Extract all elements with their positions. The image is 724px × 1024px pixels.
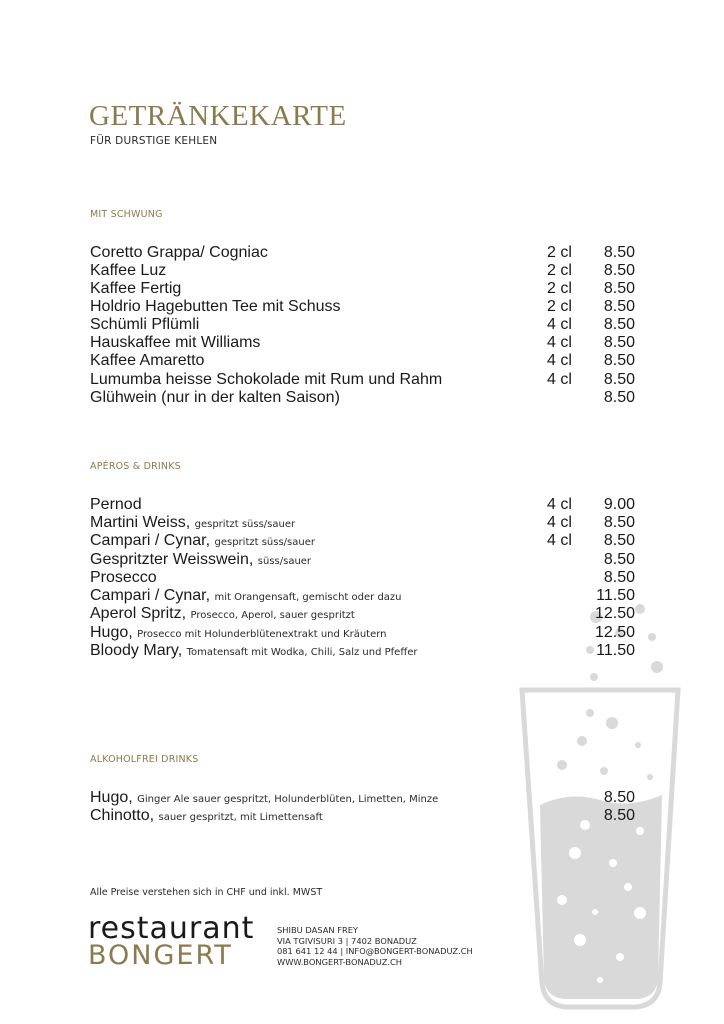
item-name: Pernod [90,496,142,513]
item-price: 8.50 [603,352,635,369]
item-name: Hugo, [90,624,133,641]
item-description: gespritzt süss/sauer [194,519,296,530]
item-price: 12.50 [594,605,635,622]
bubble [648,633,656,641]
logo-restaurant: restaurant [88,911,255,946]
item-price: 11.50 [596,587,635,604]
page-subtitle: FÜR DURSTIGE KEHLEN [90,135,218,147]
item-description: süss/sauer [257,556,312,567]
item-name: Glühwein (nur in der kalten Saison) [90,389,340,406]
page-title: GETRÄNKEKARTE [89,100,347,132]
item-volume: 4 cl [547,532,572,549]
item-price: 8.50 [603,807,635,824]
bubble [651,661,663,673]
item-description: Prosecco mit Holunderblütenextrakt und Kräutern [137,629,387,640]
item-price: 8.50 [603,789,635,806]
item-name: Lumumba heisse Schokolade mit Rum und Rahm [90,371,443,388]
item-volume: 2 cl [547,280,572,297]
item-price: 8.50 [603,244,635,261]
menu-item [90,496,640,514]
item-volume: 4 cl [547,334,572,351]
menu-item [90,514,640,532]
item-description: sauer gespritzt, mit Limettensaft [158,812,323,823]
item-name: Kaffee Luz [90,262,167,279]
item-volume: 4 cl [547,352,572,369]
item-volume: 2 cl [547,298,572,315]
item-description: Prosecco, Aperol, sauer gespritzt [190,610,355,621]
item-volume: 4 cl [547,496,572,513]
item-name: Coretto Grappa/ Cogniac [90,244,268,261]
item-price: 8.50 [603,262,635,279]
item-description: Ginger Ale sauer gespritzt, Holunderblüten, Limetten, Minze [137,794,439,805]
item-name: Schümli Pflümli [90,316,200,333]
item-volume: 4 cl [547,316,572,333]
item-price: 12.50 [594,624,635,641]
item-volume: 4 cl [547,371,572,388]
menu-item [90,587,640,605]
item-price: 9.00 [603,496,635,513]
contact-phone-email: 081 641 12 44 | INFO@BONGERT-BONADUZ.CH [277,946,473,956]
contact-address: VIA TGIVISURI 3 | 7402 BONADUZ [277,935,417,946]
menu-item [90,624,640,642]
menu-item [90,642,640,660]
item-price: 8.50 [603,569,635,586]
item-volume: 2 cl [547,244,572,261]
bubble [590,673,598,681]
item-name: Campari / Cynar, [90,587,211,604]
section-heading-aperos: APÉROS & DRINKS [90,461,181,472]
menu-item [90,532,640,550]
item-name: Holdrio Hagebutten Tee mit Schuss [90,298,341,315]
item-name: Aperol Spritz, [90,605,187,622]
item-volume: 2 cl [547,262,572,279]
menu-item [90,262,640,280]
item-description: mit Orangensaft, gemischt oder dazu [214,592,402,603]
item-price: 8.50 [603,298,635,315]
contact-block [277,925,473,967]
item-name: Hugo, [90,789,133,806]
item-description: Tomatensaft mit Wodka, Chili, Salz und Pfeffer [186,647,418,658]
contact-website: WWW.BONGERT-BONADUZ.CH [277,956,403,967]
menu-item [90,352,640,370]
item-name: Campari / Cynar, [90,532,211,549]
menu-item [90,334,640,352]
item-name: Kaffee Fertig [90,280,182,297]
item-name: Chinotto, [90,807,155,824]
menu-item [90,605,640,623]
item-price: 8.50 [603,371,635,388]
section-heading-mit-schwung: MIT SCHWUNG [90,209,163,220]
item-price: 8.50 [603,389,635,406]
item-price: 11.50 [596,642,635,659]
logo-bongert: BONGERT [88,940,233,971]
item-name: Bloody Mary, [90,642,183,659]
item-price: 8.50 [603,280,635,297]
menu-item [90,807,640,825]
item-price: 8.50 [603,334,635,351]
menu-item [90,244,640,262]
section-heading-alkoholfrei: ALKOHOLFREI DRINKS [90,754,199,765]
item-volume: 4 cl [547,514,572,531]
item-name: Martini Weiss, [90,514,191,531]
menu-item [90,389,640,407]
item-name: Kaffee Amaretto [90,352,205,369]
menu-item [90,280,640,298]
contact-name: SHIBU DASAN FREY [277,925,359,935]
menu-item [90,569,640,587]
menu-item [90,551,640,569]
price-note: Alle Preise verstehen sich in CHF und inkl. MWST [90,887,323,898]
item-name: Hauskaffee mit Williams [90,334,261,351]
menu-item [90,316,640,334]
item-price: 8.50 [603,316,635,333]
menu-item [90,298,640,316]
item-description: gespritzt süss/sauer [214,537,315,548]
item-price: 8.50 [603,532,635,549]
item-price: 8.50 [603,514,635,531]
item-name: Gespritzter Weisswein, [90,551,254,568]
menu-item [90,789,640,807]
item-price: 8.50 [603,551,635,568]
item-name: Prosecco [90,569,157,586]
menu-item [90,371,640,389]
